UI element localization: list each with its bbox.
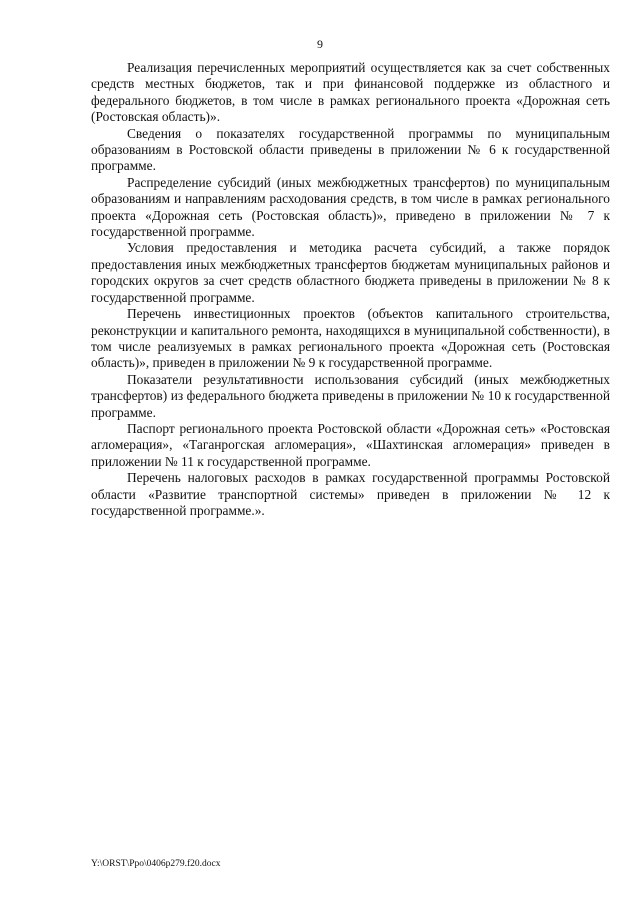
paragraph-indicators-appendix-6: Сведения о показателях государственной программы по муниципальным образованиям в Ростовской области приведены в приложении № 6 к государственной программе.: [91, 125, 610, 174]
paragraph-subsidy-conditions-appendix-8: Условия предоставления и методика расчета субсидий, а также порядок предоставления иных межбюджетных трансфертов бюджетам муниципальных районов и городских округов за счет средств областного бюджета приведены в приложении № 8 к государственной программе.: [91, 240, 610, 305]
paragraph-subsidy-distribution-appendix-7: Распределение субсидий (иных межбюджетных трансфертов) по муниципальным образованиям и направлениям расходования средств, в том числе в рамках регионального проекта «Дорожная сеть (Ростовская область)», приведено в приложении № 7 к государственной программе.: [91, 174, 610, 240]
document-body: [91, 60, 610, 519]
paragraph-performance-indicators-appendix-10: Показатели результативности использования субсидий (иных межбюджетных трансфертов) из федерального бюджета приведены в приложении № 10 к государственной программе.: [91, 371, 610, 420]
paragraph-regional-project-passport-appendix-11: Паспорт регионального проекта Ростовской области «Дорожная сеть» «Ростовская агломерация», «Таганрогская агломерация», «Шахтинская агломерация» приведен в приложении № 11 к государственной программе.: [91, 420, 610, 469]
paragraph-tax-expenditures-appendix-12: Перечень налоговых расходов в рамках государственной программы Ростовской области «Развитие транспортной системы» приведен в приложении № 12 к государственной программе.».: [91, 470, 610, 518]
paragraph-investment-projects-appendix-9: Перечень инвестиционных проектов (объектов капитального строительства, реконструкции и капитального ремонта, находящихся в муниципальной собственности), в том числе реализуемых в рамках регионального проекта «Дорожная сеть (Ростовская область)», приведен в приложении № 9 к государственной программе.: [91, 306, 610, 371]
paragraph-funding-sources: Реализация перечисленных мероприятий осуществляется как за счет собственных средств местных бюджетов, так и при финансовой поддержке из областного и федерального бюджетов, в том числе в рамках регионального проекта «Дорожная сеть (Ростовская область)».: [91, 60, 610, 125]
footer-file-path: Y:\ORST\Ppo\0406p279.f20.docx: [91, 859, 221, 869]
page-number: 9: [317, 37, 323, 51]
